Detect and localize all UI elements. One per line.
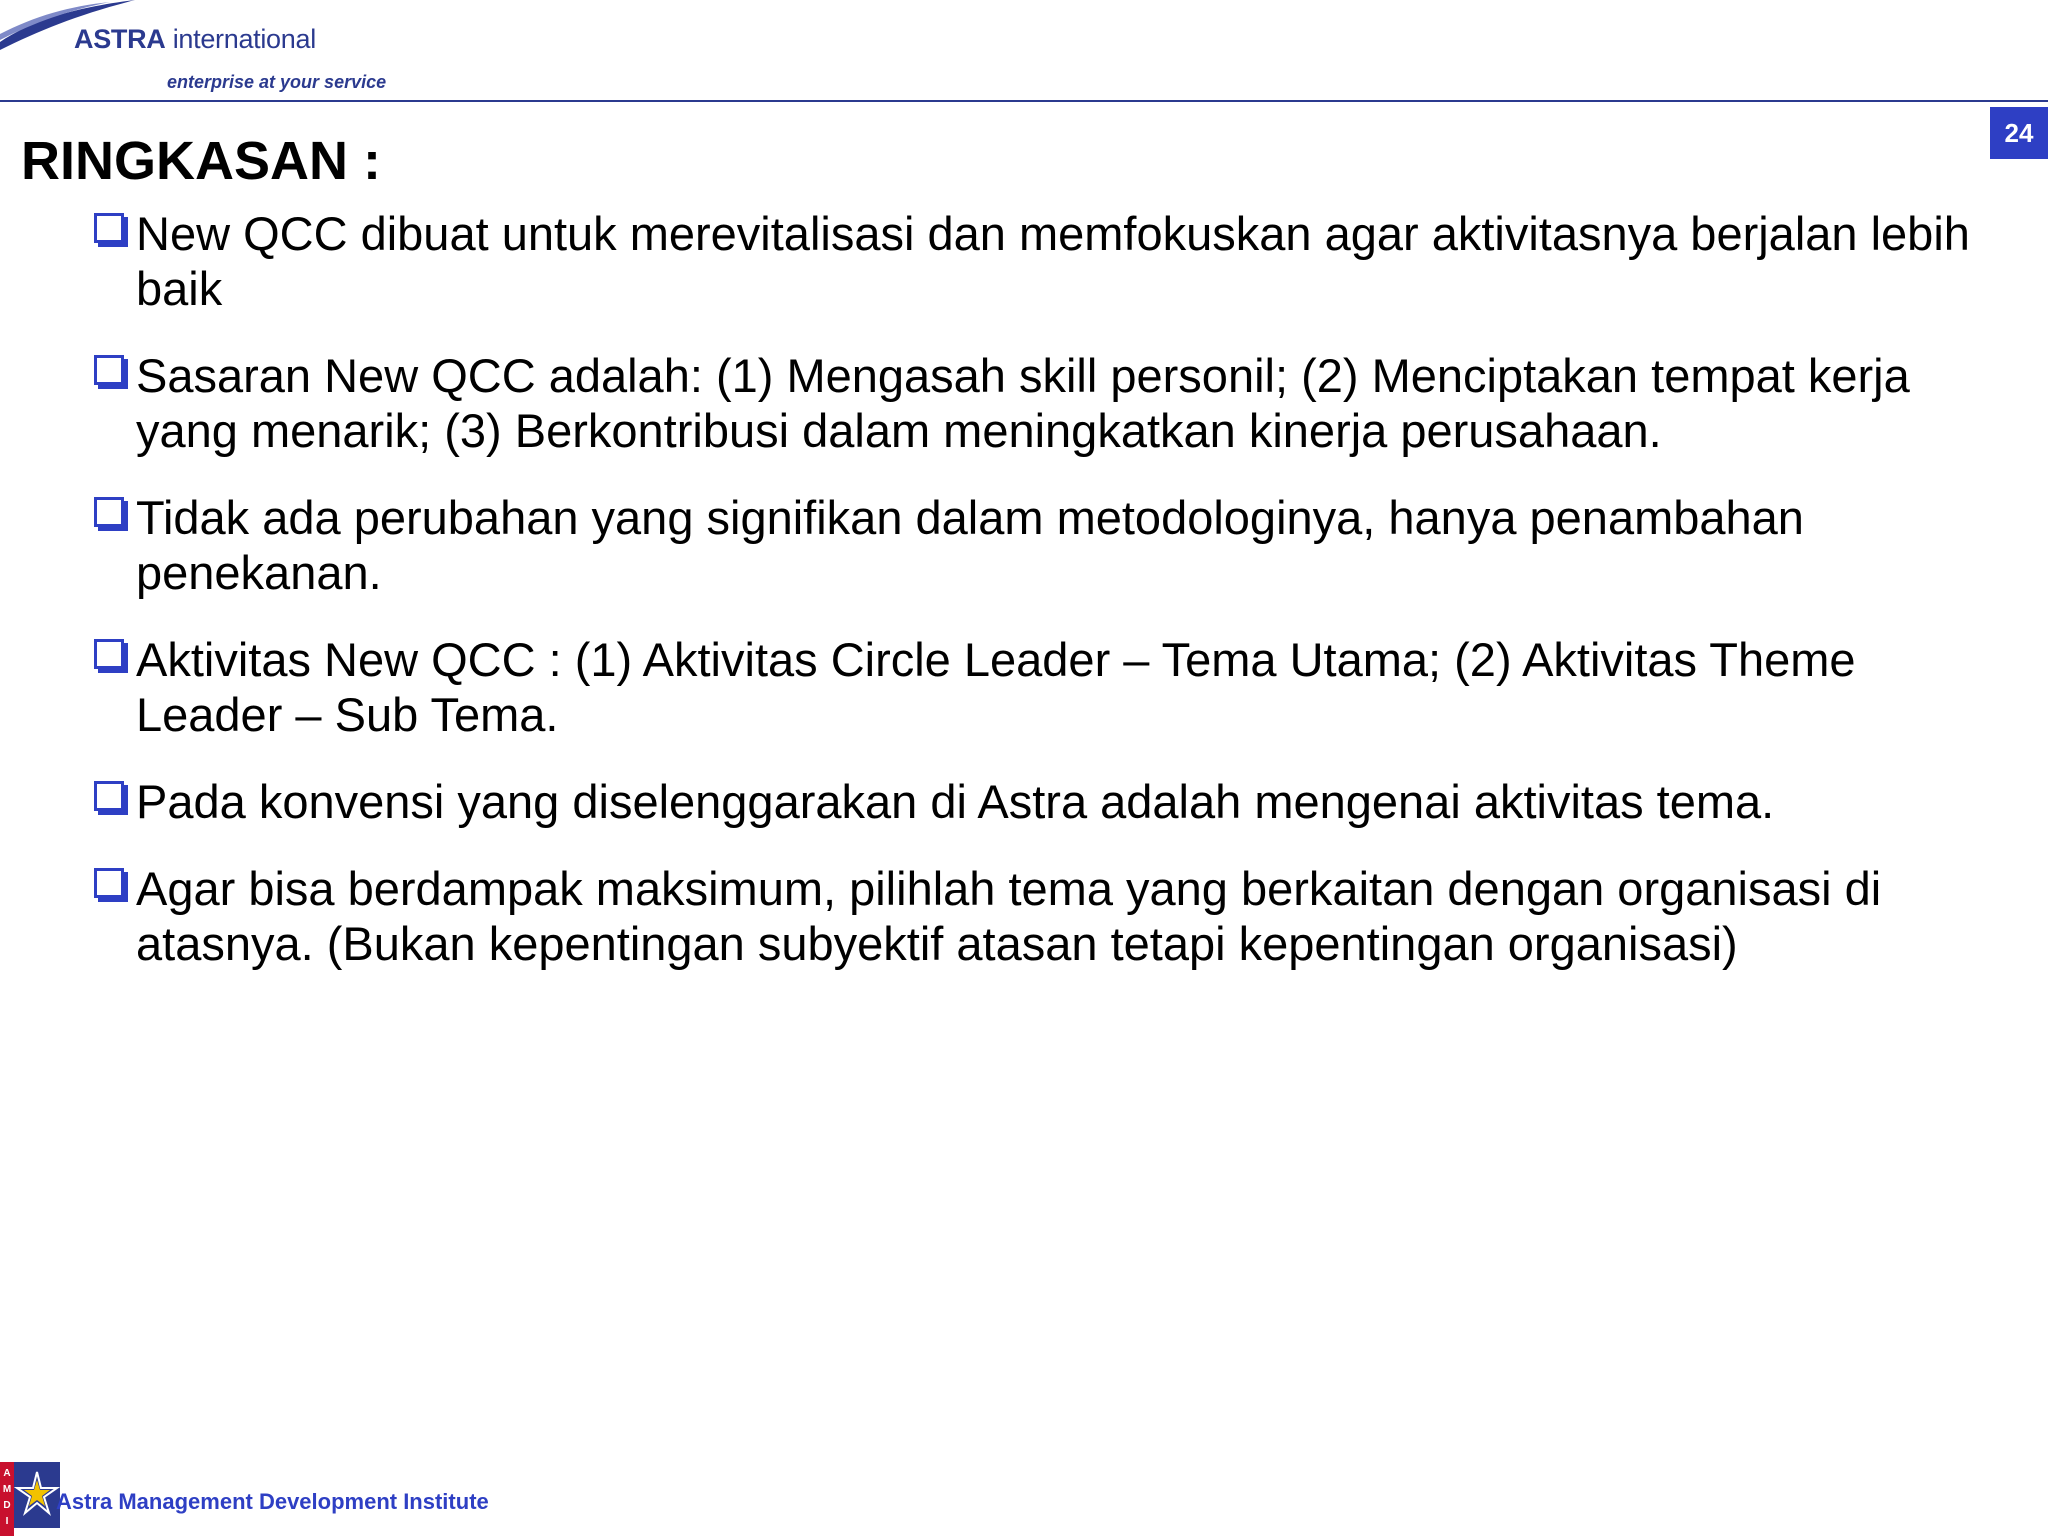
footer-institute-name: Astra Management Development Institute — [56, 1489, 489, 1514]
amdi-star-logo — [0, 1462, 60, 1536]
logo-tagline: enterprise at your service — [167, 72, 387, 92]
bullet-text: Pada konvensi yang diselenggarakan di Astra adalah mengenai aktivitas tema. — [136, 775, 1775, 828]
square-bullet-icon — [94, 497, 124, 527]
svg-text:D: D — [3, 1500, 11, 1511]
bullet-text: Aktivitas New QCC : (1) Aktivitas Circle Leader – Tema Utama; (2) Aktivitas Theme Leader – Sub Tema. — [136, 633, 1856, 741]
logo-suffix: international — [172, 24, 316, 54]
bullet-item — [94, 861, 1994, 971]
page-number-badge: 24 — [1990, 107, 2048, 159]
bullet-item — [94, 774, 1994, 829]
bullet-text: Sasaran New QCC adalah: (1) Mengasah skill personil; (2) Menciptakan tempat kerja yang menarik; (3) Berkontribusi dalam meningkatkan kinerja perusahaan. — [136, 349, 1910, 457]
bullet-text: New QCC dibuat untuk merevitalisasi dan memfokuskan agar aktivitasnya berjalan lebih baik — [136, 207, 1970, 315]
bullet-text: Tidak ada perubahan yang signifikan dalam metodologinya, hanya penambahan penekanan. — [136, 491, 1804, 599]
svg-text:A: A — [3, 1468, 11, 1479]
bullet-item — [94, 490, 1994, 600]
square-bullet-icon — [94, 781, 124, 811]
svg-text:I: I — [5, 1516, 9, 1527]
astra-wordmark — [74, 24, 316, 55]
header-divider — [0, 100, 2048, 102]
square-bullet-icon — [94, 213, 124, 243]
bullet-item — [94, 632, 1994, 742]
bullet-list — [94, 206, 1994, 1003]
bullet-item — [94, 206, 1994, 316]
square-bullet-icon — [94, 355, 124, 385]
logo-brand: ASTRA — [74, 24, 166, 54]
square-bullet-icon — [94, 639, 124, 669]
svg-text:M: M — [2, 1484, 12, 1495]
bullet-text: Agar bisa berdampak maksimum, pilihlah tema yang berkaitan dengan organisasi di atasnya. (Bukan kepentingan subyektif atasan tetapi kepentingan organisasi) — [136, 862, 1882, 970]
bullet-item — [94, 348, 1994, 458]
square-bullet-icon — [94, 868, 124, 898]
slide-title: RINGKASAN : — [21, 131, 381, 191]
